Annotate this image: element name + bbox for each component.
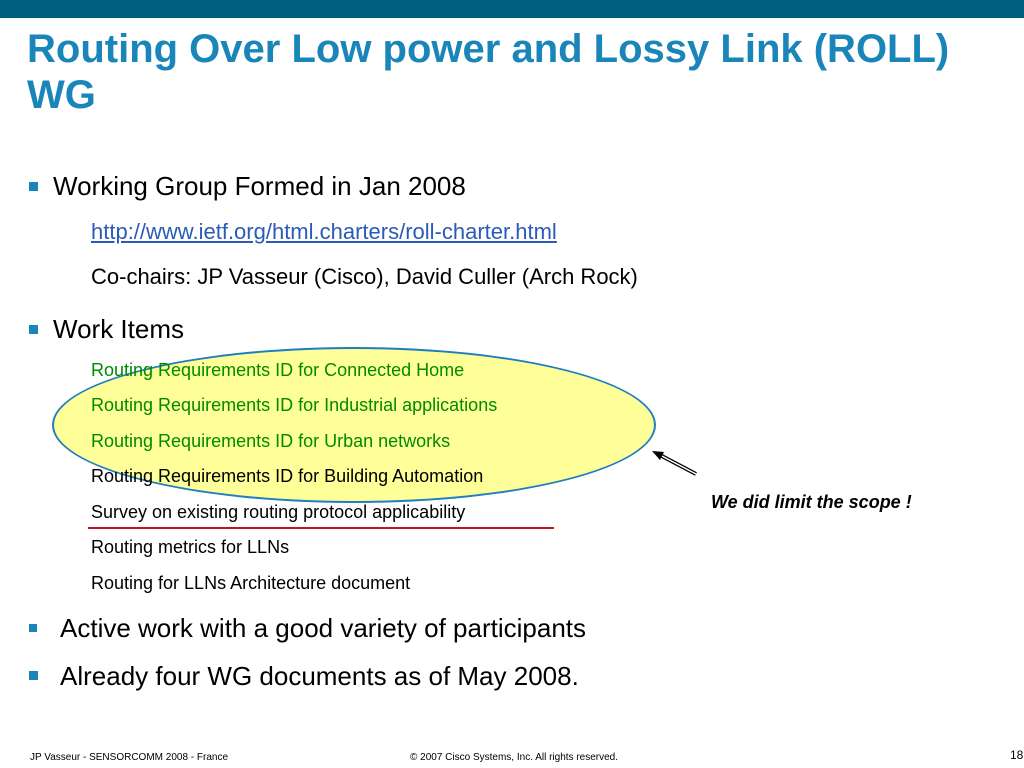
red-underline (88, 527, 554, 529)
bullet-marker (29, 624, 37, 632)
bullet-work-items: Work Items (53, 314, 184, 344)
page-number: 18 (1010, 748, 1024, 762)
bullet-marker (29, 671, 38, 680)
charter-link[interactable]: http://www.ietf.org/html.charters/roll-charter.html (91, 219, 557, 244)
footer-copyright: © 2007 Cisco Systems, Inc. All rights reserved. (410, 752, 619, 763)
work-item: Routing metrics for LLNs (91, 537, 290, 557)
slide-title: Routing Over Low power and Lossy Link (ROLL) WG (27, 27, 950, 117)
work-item: Routing Requirements ID for Connected Home (91, 360, 465, 380)
work-item: Routing Requirements ID for Building Automation (91, 466, 484, 486)
work-item: Routing Requirements ID for Industrial applications (91, 395, 498, 415)
work-item: Routing Requirements ID for Urban networks (91, 431, 451, 451)
arrow-icon (648, 448, 700, 478)
work-item: Survey on existing routing protocol applicability (91, 502, 466, 522)
footer-presenter: JP Vasseur - SENSORCOMM 2008 - France (30, 752, 229, 763)
bullet-marker (29, 182, 38, 191)
cochairs-text: Co-chairs: JP Vasseur (Cisco), David Culler (Arch Rock) (91, 264, 638, 289)
bullet-documents: Already four WG documents as of May 2008. (60, 661, 579, 691)
bullet-marker (29, 325, 38, 334)
top-banner (0, 0, 1024, 18)
bullet-active: Active work with a good variety of participants (60, 613, 587, 643)
bullet-formed: Working Group Formed in Jan 2008 (53, 171, 466, 201)
scope-callout: We did limit the scope ! (711, 492, 912, 512)
work-item: Routing for LLNs Architecture document (91, 573, 411, 593)
